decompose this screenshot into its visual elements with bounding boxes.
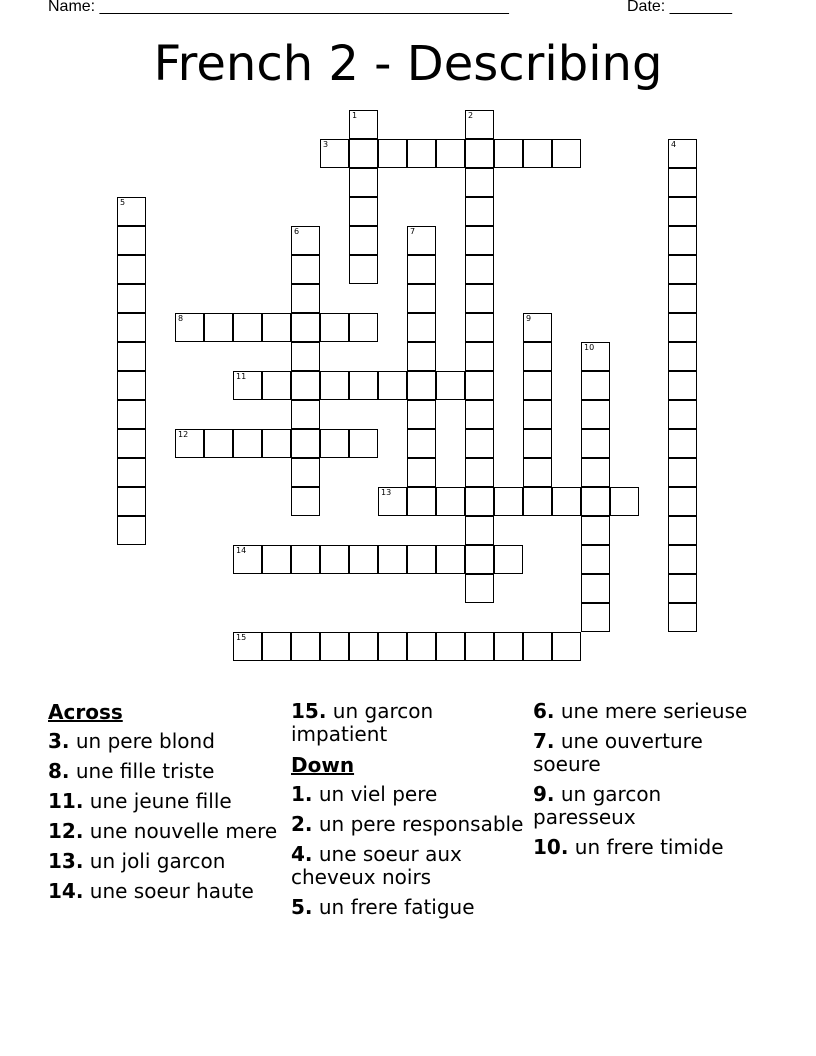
crossword-cell[interactable] xyxy=(465,516,494,545)
crossword-cell[interactable] xyxy=(291,284,320,313)
crossword-cell[interactable] xyxy=(291,400,320,429)
crossword-cell[interactable] xyxy=(291,487,320,516)
crossword-cell[interactable] xyxy=(407,342,436,371)
crossword-cell[interactable] xyxy=(523,371,552,400)
crossword-cell[interactable] xyxy=(117,197,146,226)
crossword-cell[interactable] xyxy=(204,313,233,342)
crossword-cell[interactable] xyxy=(407,284,436,313)
crossword-cell[interactable] xyxy=(349,429,378,458)
crossword-cell[interactable] xyxy=(668,603,697,632)
crossword-cell[interactable] xyxy=(494,545,523,574)
crossword-cell[interactable] xyxy=(320,139,349,168)
crossword-cell[interactable] xyxy=(175,313,204,342)
crossword-cell[interactable] xyxy=(465,632,494,661)
crossword-cell[interactable] xyxy=(523,458,552,487)
crossword-cell[interactable] xyxy=(291,371,320,400)
across-clue-15: 15. un garcon impatient xyxy=(291,699,434,746)
crossword-cell[interactable] xyxy=(581,342,610,371)
crossword-cell[interactable] xyxy=(668,342,697,371)
clue-number: 4 xyxy=(671,140,677,149)
crossword-cell[interactable] xyxy=(291,226,320,255)
crossword-cell[interactable] xyxy=(436,632,465,661)
across-clue-12: 12. une nouvelle mere xyxy=(48,819,278,843)
crossword-cell[interactable] xyxy=(465,313,494,342)
crossword-cell[interactable] xyxy=(320,632,349,661)
crossword-cell[interactable] xyxy=(349,545,378,574)
crossword-cell[interactable] xyxy=(349,139,378,168)
down-clue-2: 2. un pere responsable xyxy=(291,812,524,836)
crossword-cell[interactable] xyxy=(668,458,697,487)
crossword-cell[interactable] xyxy=(349,197,378,226)
crossword-cell[interactable] xyxy=(610,487,639,516)
down-heading: Down xyxy=(291,753,355,777)
crossword-cell[interactable] xyxy=(117,284,146,313)
crossword-cell[interactable] xyxy=(291,458,320,487)
down-clue-9: 9. un garcon paresseux xyxy=(533,782,662,829)
crossword-cell[interactable] xyxy=(668,197,697,226)
crossword-cell[interactable] xyxy=(436,545,465,574)
crossword-cell[interactable] xyxy=(117,255,146,284)
clue-list xyxy=(48,700,788,1020)
crossword-cell[interactable] xyxy=(465,371,494,400)
crossword-cell[interactable] xyxy=(378,545,407,574)
crossword-cell[interactable] xyxy=(349,255,378,284)
crossword-cell[interactable] xyxy=(552,487,581,516)
clue-number: 9 xyxy=(526,314,532,323)
crossword-cell[interactable] xyxy=(291,313,320,342)
crossword-cell[interactable] xyxy=(465,458,494,487)
crossword-cell[interactable] xyxy=(465,429,494,458)
crossword-cell[interactable] xyxy=(378,139,407,168)
crossword-cell[interactable] xyxy=(320,371,349,400)
crossword-cell[interactable] xyxy=(523,632,552,661)
crossword-cell[interactable] xyxy=(291,342,320,371)
crossword-cell[interactable] xyxy=(465,226,494,255)
crossword-cell[interactable] xyxy=(494,139,523,168)
clue-number: 11 xyxy=(236,372,247,381)
crossword-cell[interactable] xyxy=(407,429,436,458)
crossword-cell[interactable] xyxy=(668,313,697,342)
across-heading: Across xyxy=(48,700,123,724)
clue-number: 10 xyxy=(584,343,595,352)
crossword-cell[interactable] xyxy=(465,342,494,371)
crossword-cell[interactable] xyxy=(436,371,465,400)
crossword-cell[interactable] xyxy=(320,545,349,574)
crossword-cell[interactable] xyxy=(668,226,697,255)
down-clue-5: 5. un frere fatigue xyxy=(291,895,475,919)
crossword-cell[interactable] xyxy=(465,400,494,429)
crossword-cell[interactable] xyxy=(668,516,697,545)
crossword-cell[interactable] xyxy=(668,168,697,197)
down-clue-10: 10. un frere timide xyxy=(533,835,724,859)
down-clue-4: 4. une soeur aux cheveux noirs xyxy=(291,842,462,889)
clue-number: 14 xyxy=(236,546,247,555)
across-clue-11: 11. une jeune fille xyxy=(48,789,232,813)
crossword-cell[interactable] xyxy=(262,545,291,574)
page-title: French 2 - Describing xyxy=(153,36,663,92)
clue-number: 6 xyxy=(294,227,300,236)
crossword-cell[interactable] xyxy=(291,545,320,574)
crossword-cell[interactable] xyxy=(117,400,146,429)
crossword-cell[interactable] xyxy=(204,429,233,458)
crossword-cell[interactable] xyxy=(581,429,610,458)
name-field: Name: ______________________________________________ xyxy=(48,0,509,15)
crossword-cell[interactable] xyxy=(262,429,291,458)
crossword-cell[interactable] xyxy=(378,371,407,400)
crossword-cell[interactable] xyxy=(407,400,436,429)
crossword-cell[interactable] xyxy=(117,342,146,371)
crossword-cell[interactable] xyxy=(407,226,436,255)
crossword-cell[interactable] xyxy=(233,545,262,574)
crossword-cell[interactable] xyxy=(117,313,146,342)
clue-number: 8 xyxy=(178,314,184,323)
crossword-cell[interactable] xyxy=(581,516,610,545)
crossword-cell[interactable] xyxy=(668,487,697,516)
crossword-cell[interactable] xyxy=(117,487,146,516)
crossword-cell[interactable] xyxy=(465,197,494,226)
crossword-cell[interactable] xyxy=(378,487,407,516)
crossword-cell[interactable] xyxy=(291,632,320,661)
crossword-cell[interactable] xyxy=(523,487,552,516)
clue-number: 7 xyxy=(410,227,416,236)
crossword-cell[interactable] xyxy=(117,429,146,458)
crossword-cell[interactable] xyxy=(117,371,146,400)
clue-number: 2 xyxy=(468,111,474,120)
crossword-cell[interactable] xyxy=(407,313,436,342)
date-field: Date: _______ xyxy=(627,0,732,15)
clue-number: 12 xyxy=(178,430,189,439)
crossword-cell[interactable] xyxy=(465,168,494,197)
crossword-cell[interactable] xyxy=(494,632,523,661)
across-clue-3: 3. un pere blond xyxy=(48,729,215,753)
crossword-cell[interactable] xyxy=(262,632,291,661)
crossword-cell[interactable] xyxy=(233,429,262,458)
clue-number: 15 xyxy=(236,633,247,642)
crossword-cell[interactable] xyxy=(233,371,262,400)
crossword-cell[interactable] xyxy=(552,139,581,168)
crossword-cell[interactable] xyxy=(465,545,494,574)
crossword-cell[interactable] xyxy=(117,458,146,487)
crossword-cell[interactable] xyxy=(175,429,204,458)
crossword-cell[interactable] xyxy=(523,342,552,371)
crossword-cell[interactable] xyxy=(465,255,494,284)
clue-column-2 xyxy=(291,700,526,926)
down-clue-7: 7. une ouverture soeure xyxy=(533,729,703,776)
crossword-cell[interactable] xyxy=(581,603,610,632)
down-clue-1: 1. un viel pere xyxy=(291,782,438,806)
crossword-cell[interactable] xyxy=(407,545,436,574)
crossword-cell[interactable] xyxy=(407,139,436,168)
crossword-cell[interactable] xyxy=(349,168,378,197)
crossword-cell[interactable] xyxy=(291,255,320,284)
crossword-cell[interactable] xyxy=(552,632,581,661)
clue-number: 5 xyxy=(120,198,126,207)
crossword-cell[interactable] xyxy=(668,429,697,458)
crossword-cell[interactable] xyxy=(465,487,494,516)
crossword-cell[interactable] xyxy=(407,255,436,284)
crossword-cell[interactable] xyxy=(465,574,494,603)
crossword-cell[interactable] xyxy=(117,516,146,545)
crossword-cell[interactable] xyxy=(117,226,146,255)
crossword-cell[interactable] xyxy=(349,110,378,139)
clue-number: 1 xyxy=(352,111,358,120)
crossword-cell[interactable] xyxy=(320,429,349,458)
crossword-cell[interactable] xyxy=(407,487,436,516)
crossword-cell[interactable] xyxy=(320,313,349,342)
clue-column-1 xyxy=(48,700,283,910)
crossword-cell[interactable] xyxy=(349,226,378,255)
crossword-cell[interactable] xyxy=(581,574,610,603)
crossword-cell[interactable] xyxy=(378,632,407,661)
crossword-cell[interactable] xyxy=(668,139,697,168)
crossword-cell[interactable] xyxy=(349,632,378,661)
crossword-cell[interactable] xyxy=(668,284,697,313)
crossword-cell[interactable] xyxy=(581,400,610,429)
crossword-cell[interactable] xyxy=(465,110,494,139)
crossword-cell[interactable] xyxy=(523,400,552,429)
crossword-cell[interactable] xyxy=(407,458,436,487)
across-clue-8: 8. une fille triste xyxy=(48,759,215,783)
crossword-cell[interactable] xyxy=(349,313,378,342)
crossword-cell[interactable] xyxy=(523,313,552,342)
crossword-cell[interactable] xyxy=(291,429,320,458)
crossword-cell[interactable] xyxy=(668,574,697,603)
clue-number: 3 xyxy=(323,140,329,149)
crossword-cell[interactable] xyxy=(668,545,697,574)
crossword-cell[interactable] xyxy=(581,487,610,516)
crossword-cell[interactable] xyxy=(581,545,610,574)
crossword-cell[interactable] xyxy=(262,371,291,400)
down-clue-6: 6. une mere serieuse xyxy=(533,699,748,723)
crossword-cell[interactable] xyxy=(465,139,494,168)
crossword-cell[interactable] xyxy=(436,487,465,516)
across-clue-13: 13. un joli garcon xyxy=(48,849,226,873)
crossword-cell[interactable] xyxy=(349,371,378,400)
crossword-cell[interactable] xyxy=(233,313,262,342)
across-clue-14: 14. une soeur haute xyxy=(48,879,254,903)
crossword-cell[interactable] xyxy=(523,139,552,168)
crossword-cell[interactable] xyxy=(233,632,262,661)
clue-column-3 xyxy=(533,700,768,866)
crossword-cell[interactable] xyxy=(581,458,610,487)
crossword-cell[interactable] xyxy=(262,313,291,342)
crossword-cell[interactable] xyxy=(668,371,697,400)
crossword-cell[interactable] xyxy=(581,371,610,400)
clue-number: 13 xyxy=(381,488,392,497)
crossword-cell[interactable] xyxy=(523,429,552,458)
crossword-cell[interactable] xyxy=(436,139,465,168)
crossword-cell[interactable] xyxy=(407,371,436,400)
crossword-cell[interactable] xyxy=(668,255,697,284)
crossword-cell[interactable] xyxy=(407,632,436,661)
crossword-cell[interactable] xyxy=(668,400,697,429)
crossword-cell[interactable] xyxy=(494,487,523,516)
crossword-cell[interactable] xyxy=(465,284,494,313)
